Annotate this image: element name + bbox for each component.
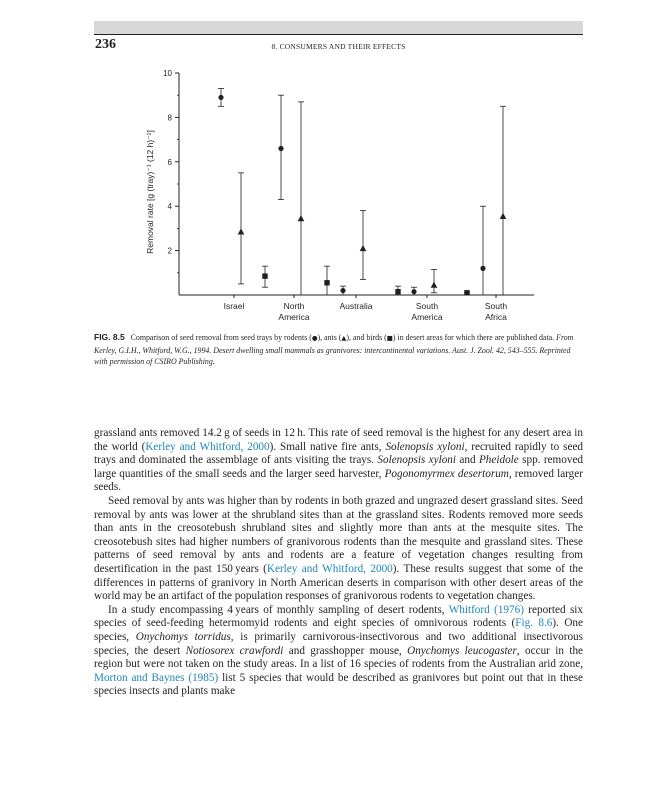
text-run: , recruited rapidly to seed trays and dominated the assemblage of ants visiting the trays. [94,440,584,467]
x-tick-label: Africa [485,312,507,322]
body-text [94,427,583,699]
figure-label: FIG. 8.5 [94,332,125,342]
top-bar [94,21,583,34]
x-tick-label: North [283,301,305,311]
ant-point [238,228,245,234]
bird-point [464,290,469,295]
text-run: grassland ants removed 14.2 g of seeds in 12 h. This rate of seed removal is the highest for any desert area in the world ( [94,427,583,453]
text-run: spp. removed large quantities of the small seeds and the larger seed harvester, [94,454,583,480]
bird-point [262,273,267,278]
x-tick-label: Israel [223,301,245,311]
text-run: ). One species, [94,617,583,643]
header-rule [94,34,583,35]
caption-text-1: Comparison of seed removal from seed trays by rodents ( [130,333,312,342]
text-run: and grasshopper mouse, [283,644,408,657]
rodent-point [480,266,485,271]
ant-point [500,213,507,219]
figure-caption [94,332,583,368]
species-name: Onychomys leucogaster [407,644,517,657]
x-tick-label: South [484,301,508,311]
species-name: Solenopsis xyloni [377,454,457,467]
text-run: , occur in the region but were not taken on the study areas. In a list of 16 species of rodents from the Australian arid zone, [94,644,584,671]
y-tick-label: 8 [167,113,172,123]
running-head: 8. CONSUMERS AND THEIR EFFECTS [271,42,406,51]
bird-point [324,280,329,285]
paragraph-3 [94,604,583,699]
citation-link[interactable]: Whitford (1976) [448,603,524,616]
rodent-point [411,289,416,294]
rodent-point [278,146,283,151]
text-run: Seed removal by ants was higher than by rodents in both grazed and ungrazed desert grassland sites. Seed removal by ants was lower at the shrubland sites than at the grassland sites. Rodents removed more seeds than ants in the creosotebush shrubland sites and slightly more than ants at the mesquite sites. The creosotebush sites had higher numbers of granivorous rodents than the mesquite and grassland sites. These patterns of seed removal by ants and rodents are a feature of vegetation changes resulting from desertification in the past 150 years ( [94,494,583,575]
rodent-symbol: ● [311,334,318,342]
text-run: ). Small native fire ants, [269,440,386,453]
caption-text-3: ), and birds ( [346,333,387,342]
text-run: reported six species of seed-feeding hetermomyid rodents and eight species of omnivorous rodents ( [94,603,584,630]
y-tick-label: 2 [167,246,172,256]
species-name: Solenopsis xyloni [385,440,465,453]
bird-point [395,289,400,294]
caption-text-2: ), ants ( [317,333,342,342]
ant-point [431,282,438,288]
caption-text-4: ) in desert areas for which there are published data. [392,333,555,342]
y-axis-label: Removal rate [g (tray)⁻¹ (12 h)⁻¹] [145,130,155,254]
species-name: Pheidole [478,454,519,467]
species-name: Onychomys torridus [135,630,231,643]
rodent-point [340,288,345,293]
ant-point [298,215,305,221]
citation-link[interactable]: Kerley and Whitford, 2000 [266,562,393,575]
caption-citation: From Kerley, G.I.H., Whitford, W.G., 1994. Desert dwelling small mammals as granivores: intercontinental variations. Aust. J. Zool. 42, 543–555. Reprinted with permission of CSIRO Publishing. [94,333,574,366]
species-name: Notiosorex crawfordi [185,644,284,657]
paragraph-1 [94,427,583,495]
ant-symbol: ▲ [341,334,347,342]
citation-link[interactable]: Morton and Baynes (1985) [94,671,219,684]
text-run: In a study encompassing 4 years of monthly sampling of desert rodents, [108,603,449,616]
text-run: and [456,454,479,467]
x-tick-label: South [415,301,439,311]
figure-link[interactable]: Fig. 8.6 [515,617,553,630]
paragraph-2 [94,495,583,604]
x-tick-label: America [278,312,310,322]
y-tick-label: 6 [167,157,172,167]
page-number: 236 [95,37,116,52]
text-run: , is primarily carnivorous-insectivorous and two additional insectivorous species, the desert [94,630,584,657]
y-tick-label: 4 [167,202,172,212]
rodent-point [218,95,223,100]
text-run: list 5 species that would be described as granivores but point out that in these species insects and plants make [94,671,583,698]
bird-symbol: ■ [386,334,393,342]
x-tick-label: America [411,312,443,322]
text-run: ). These results suggest that some of the differences in patterns of granivory in North American deserts in comparison with other desert areas of the world may be an artifact of the population responses of granivorous rodents to vegetation changes. [94,562,583,603]
seed-removal-chart [94,60,583,330]
species-name: Pogonomyrmex desertorum [384,467,509,480]
text-run: , removed larger seeds. [94,467,583,494]
x-tick-label: Australia [339,301,373,311]
citation-link[interactable]: Kerley and Whitford, 2000 [145,440,270,453]
y-tick-label: 10 [163,69,172,78]
ant-point [360,245,367,251]
